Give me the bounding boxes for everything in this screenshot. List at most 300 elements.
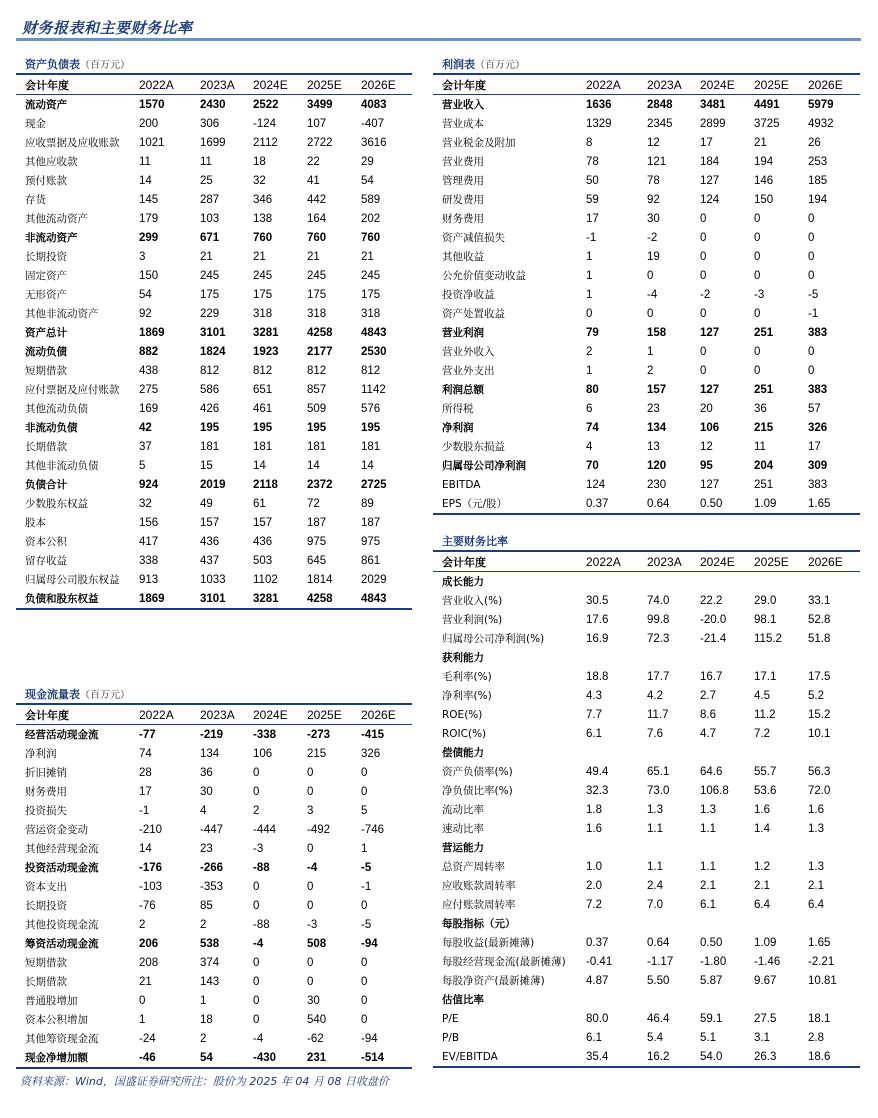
cash-flow-cell: 36 (200, 766, 213, 779)
ratios-row (433, 629, 860, 648)
income-statement-row (433, 95, 860, 115)
balance-sheet-cell: 245 (307, 269, 327, 282)
income-statement-cell: 50 (586, 174, 599, 187)
balance-sheet-cell: 812 (307, 364, 327, 377)
balance-sheet-row (16, 380, 412, 399)
ratios-row (433, 971, 860, 990)
income-statement-cell: 2899 (700, 117, 726, 130)
ratios-cell: 17.6 (586, 613, 609, 626)
balance-sheet-unit: （百万元） (80, 60, 130, 71)
cash-flow-cell: 28 (139, 766, 152, 779)
cash-flow-cell: 85 (200, 899, 213, 912)
ratios-cell (647, 743, 700, 762)
balance-sheet-cell: 245 (361, 269, 381, 282)
cash-flow-row-label: 经营活动现金流 (25, 729, 99, 741)
ratios-cell: 15.2 (808, 708, 831, 721)
ratios-cell: 11.2 (754, 708, 776, 721)
income-statement-row (433, 437, 860, 456)
ratios-cell: 10.1 (808, 727, 831, 740)
ratios-cell: 1.2 (754, 860, 770, 873)
ratios-row-label: 每股收益(最新摊薄) (442, 937, 535, 949)
income-statement-cell: 0 (700, 212, 707, 225)
income-statement-cell: 0 (700, 269, 707, 282)
cash-flow-cell: -3 (253, 842, 264, 855)
balance-sheet-header-label: 会计年度 (16, 74, 139, 95)
ratios-row (433, 838, 860, 857)
cash-flow-cell: -492 (307, 823, 331, 836)
cash-flow-cell: -46 (139, 1048, 200, 1068)
balance-sheet-row (16, 494, 412, 513)
ratios-cell: 0.37 (586, 936, 609, 949)
income-statement-cell: 12 (700, 440, 713, 453)
income-statement-cell: 92 (647, 193, 660, 206)
ratios-cell (647, 838, 700, 857)
balance-sheet-row (16, 342, 412, 361)
balance-sheet-row (16, 323, 412, 342)
balance-sheet-row (16, 95, 412, 115)
ratios-cell (586, 838, 647, 857)
balance-sheet-row (16, 190, 412, 209)
ratios-cell: -2.21 (808, 955, 835, 968)
balance-sheet-cell: 1699 (200, 136, 226, 149)
income-statement-cell: 26 (808, 136, 821, 149)
cash-flow-row-label: 长期投资 (25, 900, 67, 912)
ratios-cell (647, 914, 700, 933)
income-statement-cell: 20 (700, 402, 713, 415)
balance-sheet-cell: 3101 (200, 326, 226, 339)
income-statement-row-label: 营业收入 (442, 99, 484, 111)
cash-flow-cell: 23 (200, 842, 213, 855)
ratios-cell: 55.7 (754, 765, 777, 778)
cash-flow-cell: -746 (361, 823, 385, 836)
balance-sheet-cell: 2725 (361, 478, 387, 491)
income-statement-row-label: 利润总额 (442, 384, 484, 396)
income-statement-cell: 1.65 (808, 494, 860, 514)
balance-sheet-cell: 3 (139, 250, 146, 263)
ratios-table (433, 550, 860, 1068)
balance-sheet-header-row (16, 74, 412, 95)
balance-sheet-cell: 11 (139, 155, 151, 168)
income-statement-cell: 11 (754, 440, 766, 453)
balance-sheet-row (16, 532, 412, 551)
balance-sheet-cell: 15 (200, 459, 213, 472)
cash-flow-cell: 0 (253, 899, 260, 912)
balance-sheet-cell: 812 (253, 364, 273, 377)
income-statement-cell: 0.50 (700, 494, 754, 514)
ratios-cell: 51.8 (808, 632, 831, 645)
balance-sheet-cell: 245 (253, 269, 273, 282)
income-statement-cell: 17 (808, 440, 821, 453)
balance-sheet-cell: 181 (307, 440, 327, 453)
balance-sheet-cell: -407 (361, 117, 385, 130)
cash-flow-cell: 2 (200, 1032, 207, 1045)
balance-sheet-cell: 4843 (361, 589, 412, 609)
cash-flow-row (16, 934, 412, 953)
ratios-row (433, 876, 860, 895)
balance-sheet-cell: 107 (307, 117, 327, 130)
income-statement-cell: 383 (808, 383, 828, 396)
income-statement-cell: 0 (808, 345, 815, 358)
income-statement-cell: 146 (754, 174, 774, 187)
income-statement-cell: 0 (700, 364, 707, 377)
income-statement-row-label: 营业税金及附加 (442, 137, 516, 149)
balance-sheet-cell: 21 (200, 250, 213, 263)
income-statement-cell: 95 (700, 459, 713, 472)
income-statement-cell: 5979 (808, 98, 834, 111)
income-statement-cell: 0 (808, 364, 815, 377)
balance-sheet-row (16, 247, 412, 266)
balance-sheet-cell: 438 (139, 364, 159, 377)
ratios-cell: 64.6 (700, 765, 723, 778)
income-statement-table (433, 73, 860, 515)
balance-sheet-row (16, 589, 412, 609)
balance-sheet-row (16, 456, 412, 475)
ratios-row-label: 每股净资产(最新摊薄) (442, 975, 545, 987)
income-statement-cell: 157 (647, 383, 667, 396)
cash-flow-cell: 54 (200, 1048, 253, 1068)
income-statement-cell: 230 (647, 478, 667, 491)
income-statement-cell: 120 (647, 459, 667, 472)
balance-sheet-title (16, 56, 412, 73)
income-statement-row-label: 营业外收入 (442, 346, 495, 358)
income-statement-cell: 383 (808, 478, 828, 491)
cash-flow-cell: 2 (253, 804, 260, 817)
ratios-row-label: 速动比率 (442, 823, 484, 835)
ratios-row (433, 648, 860, 667)
income-statement-cell: 184 (700, 155, 720, 168)
cash-flow-section (16, 686, 412, 1069)
balance-sheet-cell: 195 (307, 421, 327, 434)
ratios-row-label: 每股指标（元） (442, 918, 516, 930)
balance-sheet-row-label: 留存收益 (25, 555, 67, 567)
cash-flow-cell: -176 (139, 861, 163, 874)
income-statement-cell: 21 (754, 136, 767, 149)
cash-flow-cell: -77 (139, 728, 156, 741)
ratios-cell: 99.8 (647, 613, 670, 626)
income-statement-cell: 0 (808, 231, 815, 244)
balance-sheet-cell: 2112 (253, 136, 278, 149)
cash-flow-cell: 0 (361, 766, 368, 779)
ratios-cell (808, 572, 860, 592)
balance-sheet-row-label: 长期投资 (25, 251, 67, 263)
balance-sheet-cell: 49 (200, 497, 213, 510)
balance-sheet-cell: 37 (139, 440, 152, 453)
income-statement-row (433, 361, 860, 380)
ratios-cell (700, 990, 754, 1009)
income-statement-cell: 78 (586, 155, 599, 168)
cash-flow-row (16, 858, 412, 877)
income-statement-row (433, 475, 860, 494)
ratios-cell: 1.1 (700, 860, 716, 873)
balance-sheet-row (16, 399, 412, 418)
cash-flow-cell: 0 (253, 956, 260, 969)
balance-sheet-cell: 61 (253, 497, 266, 510)
ratios-cell: 2.1 (808, 879, 824, 892)
cash-flow-cell: 0 (307, 842, 314, 855)
balance-sheet-cell: 14 (139, 174, 152, 187)
income-statement-cell: 0 (808, 212, 815, 225)
balance-sheet-cell: 25 (200, 174, 213, 187)
income-statement-cell: 0 (647, 307, 654, 320)
ratios-cell: 9.67 (754, 974, 777, 987)
balance-sheet-cell: 2522 (253, 98, 279, 111)
income-statement-cell: 1329 (586, 117, 612, 130)
ratios-row (433, 781, 860, 800)
income-statement-row (433, 399, 860, 418)
income-statement-cell: 251 (754, 478, 774, 491)
income-statement-cell: 0 (754, 231, 761, 244)
balance-sheet-row-label: 其他非流动负债 (25, 460, 99, 472)
balance-sheet-cell: 812 (361, 364, 381, 377)
cash-flow-header-row (16, 704, 412, 725)
balance-sheet-cell: 306 (200, 117, 220, 130)
income-statement-row-label: 营业外支出 (442, 365, 495, 377)
cash-flow-cell: -415 (361, 728, 385, 741)
income-statement-cell: 251 (754, 383, 774, 396)
balance-sheet-row (16, 114, 412, 133)
ratios-cell: 72.3 (647, 632, 670, 645)
balance-sheet-cell: 175 (253, 288, 273, 301)
cash-flow-cell: -88 (253, 861, 270, 874)
page-title: 财务报表和主要财务比率 (22, 19, 193, 37)
income-statement-cell: 204 (754, 459, 774, 472)
balance-sheet-cell: 3281 (253, 589, 307, 609)
income-statement-cell: 1.09 (754, 494, 808, 514)
balance-sheet-row-label: 其他流动负债 (25, 403, 88, 415)
cash-flow-row-label: 其他投资现金流 (25, 919, 99, 931)
ratios-cell: 4.87 (586, 974, 609, 987)
income-statement-cell: 57 (808, 402, 821, 415)
ratios-cell: 7.2 (754, 727, 770, 740)
balance-sheet-cell: 2118 (253, 478, 278, 491)
cash-flow-cell: -338 (253, 728, 277, 741)
balance-sheet-cell: 54 (139, 288, 152, 301)
balance-sheet-cell: 2722 (307, 136, 333, 149)
balance-sheet-cell: 975 (361, 535, 381, 548)
balance-sheet-row (16, 361, 412, 380)
cash-flow-cell: -1 (361, 880, 372, 893)
ratios-cell (586, 914, 647, 933)
balance-sheet-cell: 2019 (200, 478, 226, 491)
income-statement-section (433, 56, 860, 515)
income-statement-row (433, 247, 860, 266)
income-statement-row (433, 494, 860, 514)
cash-flow-header-label: 会计年度 (16, 704, 139, 725)
cash-flow-cell: 0 (253, 766, 260, 779)
ratios-cell: 2.7 (700, 689, 716, 702)
income-statement-cell: 79 (586, 326, 599, 339)
cash-flow-cell: 508 (307, 937, 327, 950)
ratios-row-label: 估值比率 (442, 994, 484, 1006)
balance-sheet-cell: -124 (253, 117, 277, 130)
cash-flow-cell: 14 (139, 842, 152, 855)
cash-flow-cell: 30 (200, 785, 213, 798)
cash-flow-unit: （百万元） (80, 690, 130, 701)
income-statement-cell: -1 (586, 231, 597, 244)
balance-sheet-cell: 22 (307, 155, 320, 168)
balance-sheet-row (16, 209, 412, 228)
balance-sheet-cell: 318 (253, 307, 273, 320)
ratios-cell: 72.0 (808, 784, 831, 797)
ratios-cell (700, 743, 754, 762)
income-statement-cell: 0 (754, 364, 761, 377)
ratios-cell: 32.3 (586, 784, 609, 797)
ratios-cell (586, 990, 647, 1009)
income-statement-header-year: 2023A (647, 74, 700, 95)
ratios-cell (808, 743, 860, 762)
cash-flow-cell: 0 (361, 785, 368, 798)
ratios-cell: 80.0 (586, 1012, 609, 1025)
ratios-row-label: EV/EBITDA (433, 1047, 586, 1067)
ratios-row (433, 952, 860, 971)
cash-flow-row (16, 1048, 412, 1068)
income-statement-row-label: 资产减值损失 (442, 232, 505, 244)
ratios-cell (808, 648, 860, 667)
cash-flow-cell: 326 (361, 747, 381, 760)
balance-sheet-cell: 175 (307, 288, 327, 301)
cash-flow-table (16, 703, 412, 1069)
balance-sheet-cell: 1824 (200, 345, 226, 358)
balance-sheet-header-year: 2024E (253, 74, 307, 95)
balance-sheet-cell: 2530 (361, 345, 387, 358)
income-statement-cell: 6 (586, 402, 593, 415)
balance-sheet-cell: 21 (253, 250, 266, 263)
cash-flow-cell: -76 (139, 899, 156, 912)
balance-sheet-cell: 461 (253, 402, 273, 415)
cash-flow-row (16, 782, 412, 801)
balance-sheet-cell: 164 (307, 212, 327, 225)
balance-sheet-cell: 32 (253, 174, 266, 187)
balance-sheet-cell: 760 (307, 231, 327, 244)
income-statement-cell: 124 (700, 193, 720, 206)
cash-flow-cell: -266 (200, 861, 224, 874)
ratios-cell: 5.87 (700, 974, 723, 987)
cash-flow-cell: 134 (200, 747, 220, 760)
balance-sheet-row (16, 285, 412, 304)
balance-sheet-cell: 442 (307, 193, 327, 206)
ratios-cell: 65.1 (647, 765, 670, 778)
income-statement-cell: 0 (586, 307, 593, 320)
income-statement-row-label: 归属母公司净利润 (442, 460, 526, 472)
balance-sheet-cell: 338 (139, 554, 159, 567)
balance-sheet-cell: 41 (307, 174, 320, 187)
income-statement-row (433, 152, 860, 171)
balance-sheet-cell: 4843 (361, 326, 387, 339)
income-statement-cell: 59 (586, 193, 599, 206)
balance-sheet-row-label: 流动资产 (25, 99, 67, 111)
cash-flow-row-label: 财务费用 (25, 786, 67, 798)
cash-flow-row (16, 820, 412, 839)
ratios-cell: 0.50 (700, 936, 723, 949)
ratios-cell: 26.3 (754, 1047, 808, 1067)
balance-sheet-cell: 3281 (253, 326, 279, 339)
income-statement-cell: 134 (647, 421, 667, 434)
ratios-cell (586, 743, 647, 762)
cash-flow-row-label: 现金净增加额 (16, 1048, 139, 1068)
balance-sheet-row-label: 流动负债 (25, 346, 67, 358)
income-statement-header-year: 2026E (808, 74, 860, 95)
income-statement-cell: 0 (754, 345, 761, 358)
income-statement-cell: 2848 (647, 98, 673, 111)
ratios-cell (586, 572, 647, 592)
income-statement-title (433, 56, 860, 73)
income-statement-cell: 251 (754, 326, 774, 339)
balance-sheet-cell: 586 (200, 383, 220, 396)
ratios-row-label: 每股经营现金流(最新摊薄) (442, 956, 566, 968)
cash-flow-cell: 538 (200, 937, 220, 950)
balance-sheet-cell: 760 (253, 231, 273, 244)
ratios-cell: 18.6 (808, 1047, 860, 1067)
balance-sheet-cell: 2029 (361, 573, 387, 586)
cash-flow-row-label: 普通股增加 (25, 995, 78, 1007)
ratios-header-year: 2023A (647, 551, 700, 572)
balance-sheet-cell: 812 (200, 364, 220, 377)
income-statement-unit: （百万元） (475, 60, 525, 71)
income-statement-row (433, 323, 860, 342)
ratios-cell: 27.5 (754, 1012, 777, 1025)
income-statement-cell: 127 (700, 326, 720, 339)
cash-flow-row-label: 其他筹资现金流 (25, 1033, 99, 1045)
balance-sheet-cell: 89 (361, 497, 374, 510)
balance-sheet-row-label: 应付票据及应付账款 (25, 384, 120, 396)
ratios-cell (700, 648, 754, 667)
cash-flow-row (16, 763, 412, 782)
cash-flow-row (16, 915, 412, 934)
income-statement-cell: 30 (647, 212, 660, 225)
balance-sheet-cell: 157 (253, 516, 273, 529)
income-statement-row-label: EPS（元/股） (433, 494, 586, 514)
ratios-cell (808, 990, 860, 1009)
ratios-row (433, 990, 860, 1009)
ratios-section (433, 533, 860, 1068)
balance-sheet-cell: 175 (361, 288, 381, 301)
cash-flow-cell: 17 (139, 785, 152, 798)
balance-sheet-cell: 287 (200, 193, 220, 206)
income-statement-cell: 127 (700, 478, 720, 491)
ratios-cell: 18.8 (586, 670, 609, 683)
ratios-cell: 4.2 (647, 689, 663, 702)
ratios-cell: 2.0 (586, 879, 602, 892)
income-statement-cell: 0 (808, 250, 815, 263)
ratios-cell (754, 572, 808, 592)
cash-flow-cell: 0 (361, 975, 368, 988)
income-statement-cell: 0 (700, 231, 707, 244)
balance-sheet-cell: 14 (361, 459, 374, 472)
cash-flow-cell: -5 (361, 861, 372, 874)
ratios-row-label: ROE(%) (442, 708, 483, 721)
balance-sheet-row (16, 418, 412, 437)
income-statement-row (433, 114, 860, 133)
ratios-cell: 6.1 (586, 727, 602, 740)
balance-sheet-cell: 195 (361, 421, 381, 434)
source-footnote: 资料来源：Wind，国盛证券研究所注：股价为 2025 年 04 月 08 日收盘价 (20, 1075, 389, 1088)
cash-flow-cell: -88 (253, 918, 270, 931)
balance-sheet-header-year: 2023A (200, 74, 253, 95)
balance-sheet-cell: 181 (253, 440, 273, 453)
ratios-row (433, 857, 860, 876)
income-statement-row-label: EBITDA (442, 478, 481, 491)
cash-flow-cell: 0 (253, 785, 260, 798)
income-statement-row (433, 285, 860, 304)
balance-sheet-row-label: 预付账款 (25, 175, 67, 187)
ratios-cell: 6.1 (586, 1031, 602, 1044)
cash-flow-cell: 5 (361, 804, 368, 817)
balance-sheet-cell: 589 (361, 193, 381, 206)
income-statement-row (433, 228, 860, 247)
balance-sheet-cell: 436 (200, 535, 220, 548)
ratios-row (433, 819, 860, 838)
cash-flow-header-year: 2023A (200, 704, 253, 725)
